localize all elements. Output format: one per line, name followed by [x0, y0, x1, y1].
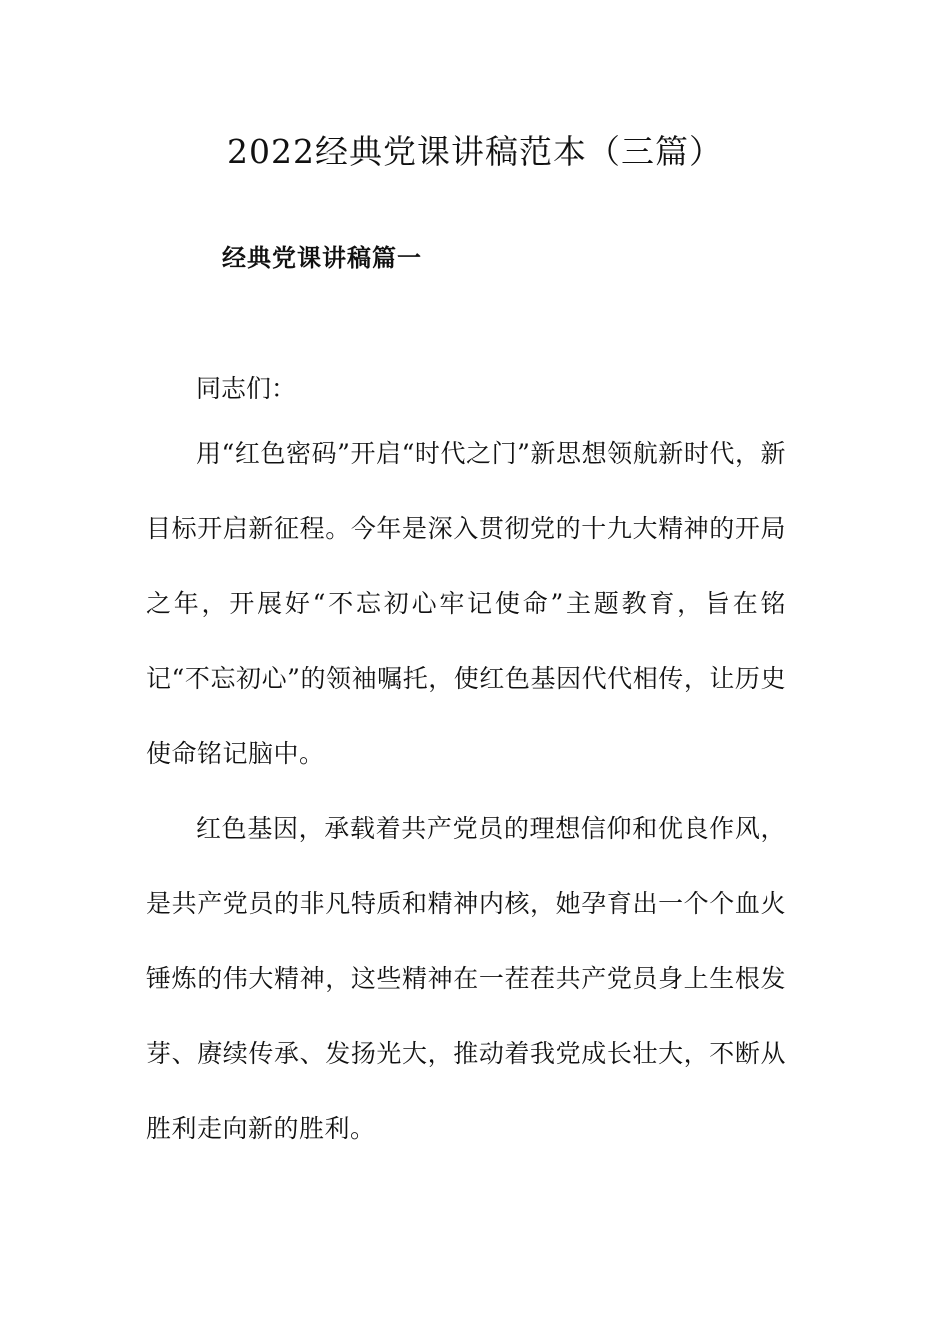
- section-heading: 经典党课讲稿篇一: [222, 244, 422, 272]
- paragraph-2: 红色基因，承载着共产党员的理想信仰和优良作风，是共产党员的非凡特质和精神内核，她孕育出一个个血火锤炼的伟大精神，这些精神在一茬茬共产党员身上生根发芽、赓续传承、发扬光大，推动着我党成长壮大，不断从胜利走向新的胜利。: [146, 814, 786, 1143]
- paragraph-1: 用“红色密码”开启“时代之门”新思想领航新时代，新目标开启新征程。今年是深入贯彻党的十九大精神的开局之年，开展好“不忘初心牢记使命”主题教育，旨在铭记“不忘初心”的领袖嘱托，使红色基因代代相传，让历史使命铭记脑中。: [146, 439, 786, 768]
- salutation: 同志们：: [196, 374, 297, 403]
- document-title: 2022经典党课讲稿范本（三篇）: [227, 132, 723, 171]
